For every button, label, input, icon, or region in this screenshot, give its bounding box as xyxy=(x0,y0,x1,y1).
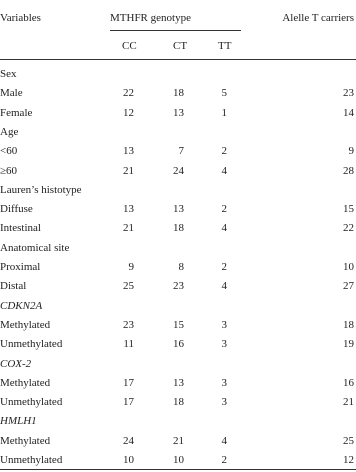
row-label: Unmethylated xyxy=(0,338,63,350)
cell-cc: 12 xyxy=(123,107,134,119)
header-allele-group: Alelle T carriers xyxy=(282,12,354,24)
section-label: Anatomical site xyxy=(0,242,70,254)
row-label: Unmethylated xyxy=(0,454,63,466)
cell-t: 16 xyxy=(343,377,354,389)
header-genotype-group: MTHFR genotype xyxy=(110,12,191,24)
cell-t: 23 xyxy=(343,87,354,99)
cell-ct: 24 xyxy=(173,165,184,177)
section-label: COX-2 xyxy=(0,358,32,370)
row-label: Intestinal xyxy=(0,222,41,234)
row-label: Male xyxy=(0,87,23,99)
section-label: HMLH1 xyxy=(0,415,37,427)
cell-ct: 10 xyxy=(173,454,184,466)
cell-ct: 13 xyxy=(173,377,184,389)
genotype-group-rule xyxy=(110,30,241,31)
cell-t: 18 xyxy=(343,319,354,331)
section-label: Lauren’s histotype xyxy=(0,184,82,196)
header-rule xyxy=(0,59,356,60)
bottom-rule xyxy=(0,469,356,470)
cell-ct: 18 xyxy=(173,396,184,408)
row-label: Proximal xyxy=(0,261,41,273)
row-label: Methylated xyxy=(0,319,51,331)
cell-tt: 3 xyxy=(221,377,227,389)
row-label: <60 xyxy=(0,145,18,157)
cell-cc: 23 xyxy=(123,319,134,331)
header-variables: Variables xyxy=(0,12,41,24)
section-label: CDKN2A xyxy=(0,300,43,312)
cell-t: 19 xyxy=(343,338,354,350)
cell-t: 15 xyxy=(343,203,354,215)
cell-t: 12 xyxy=(343,454,354,466)
cell-tt: 3 xyxy=(221,396,227,408)
cell-tt: 4 xyxy=(221,435,227,447)
cell-cc: 21 xyxy=(123,222,134,234)
cell-cc: 24 xyxy=(123,435,134,447)
cell-t: 27 xyxy=(343,280,354,292)
cell-tt: 2 xyxy=(221,203,227,215)
cell-t: 25 xyxy=(343,435,354,447)
cell-ct: 13 xyxy=(173,203,184,215)
cell-ct: 18 xyxy=(173,222,184,234)
cell-ct: 16 xyxy=(173,338,184,350)
header-tt: TT xyxy=(218,40,232,52)
cell-t: 22 xyxy=(343,222,354,234)
cell-cc: 21 xyxy=(123,165,134,177)
cell-tt: 4 xyxy=(221,165,227,177)
row-label: Diffuse xyxy=(0,203,33,215)
cell-tt: 2 xyxy=(221,145,227,157)
cell-tt: 5 xyxy=(221,87,227,99)
section-label: Age xyxy=(0,126,19,138)
cell-tt: 4 xyxy=(221,280,227,292)
cell-cc: 25 xyxy=(123,280,134,292)
cell-tt: 2 xyxy=(221,454,227,466)
cell-ct: 18 xyxy=(173,87,184,99)
cell-tt: 4 xyxy=(221,222,227,234)
cell-cc: 13 xyxy=(123,145,134,157)
row-label: ≥60 xyxy=(0,165,18,177)
cell-cc: 17 xyxy=(123,377,134,389)
cell-ct: 15 xyxy=(173,319,184,331)
cell-cc: 9 xyxy=(128,261,134,273)
row-label: Methylated xyxy=(0,377,51,389)
row-label: Methylated xyxy=(0,435,51,447)
cell-tt: 2 xyxy=(221,261,227,273)
cell-t: 14 xyxy=(343,107,354,119)
cell-cc: 13 xyxy=(123,203,134,215)
cell-tt: 1 xyxy=(221,107,227,119)
cell-t: 21 xyxy=(343,396,354,408)
section-label: Sex xyxy=(0,68,17,80)
header-ct: CT xyxy=(173,40,188,52)
cell-ct: 13 xyxy=(173,107,184,119)
row-label: Distal xyxy=(0,280,27,292)
cell-ct: 23 xyxy=(173,280,184,292)
row-label: Female xyxy=(0,107,33,119)
header-cc: CC xyxy=(122,40,137,52)
cell-cc: 22 xyxy=(123,87,134,99)
cell-ct: 8 xyxy=(178,261,184,273)
cell-t: 9 xyxy=(348,145,354,157)
cell-ct: 7 xyxy=(178,145,184,157)
cell-tt: 3 xyxy=(221,338,227,350)
cell-cc: 17 xyxy=(123,396,134,408)
cell-ct: 21 xyxy=(173,435,184,447)
cell-t: 10 xyxy=(343,261,354,273)
row-label: Unmethylated xyxy=(0,396,63,408)
cell-cc: 11 xyxy=(123,338,134,350)
cell-t: 28 xyxy=(343,165,354,177)
cell-tt: 3 xyxy=(221,319,227,331)
cell-cc: 10 xyxy=(123,454,134,466)
